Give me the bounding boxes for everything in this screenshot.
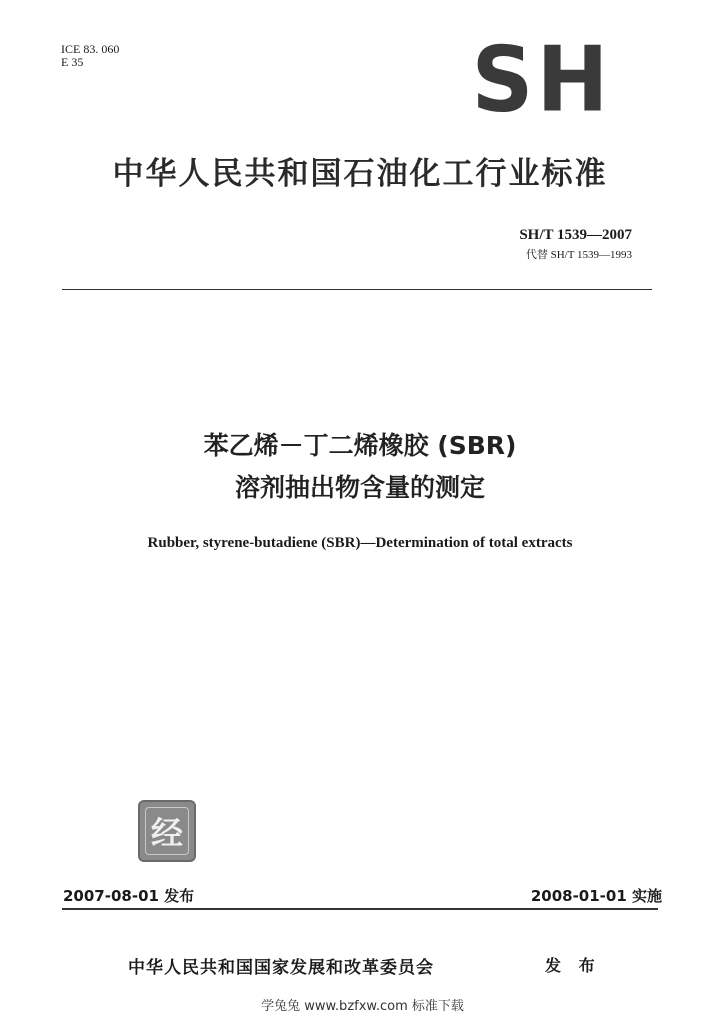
header-divider [62, 289, 652, 290]
title-cn-line1: 苯乙烯－丁二烯橡胶 (SBR) [203, 431, 517, 460]
publisher: 中华人民共和国国家发展和改革委员会 [128, 958, 434, 978]
ics-code: ICE 83. 060 [61, 42, 120, 56]
seal-stamp [138, 800, 196, 862]
standard-code-block [519, 227, 632, 262]
issue-date: 2007-08-01 发布 [63, 887, 195, 905]
footer-divider [62, 908, 658, 910]
ccs-code: E 35 [61, 55, 84, 69]
standard-code: SH/T 1539—2007 [519, 227, 632, 243]
sh-logo: SH [471, 27, 612, 133]
publish-label: 发 布 [545, 956, 601, 975]
download-watermark: 学兔兔 www.bzfxw.com 标准下载 [261, 999, 464, 1014]
title-cn-line2: 溶剂抽出物含量的测定 [234, 473, 485, 502]
document-title-en: Rubber, styrene-butadiene (SBR)—Determination of total extracts [147, 535, 573, 551]
implementation-date: 2008-01-01 实施 [530, 887, 662, 905]
replaces-code: 代替 SH/T 1539—1993 [525, 249, 632, 261]
document-title-cn [60, 425, 660, 509]
standard-type-title: 中华人民共和国石油化工行业标准 [112, 156, 608, 192]
seal-glyph: 经 [145, 807, 189, 855]
classification-codes [61, 43, 119, 69]
